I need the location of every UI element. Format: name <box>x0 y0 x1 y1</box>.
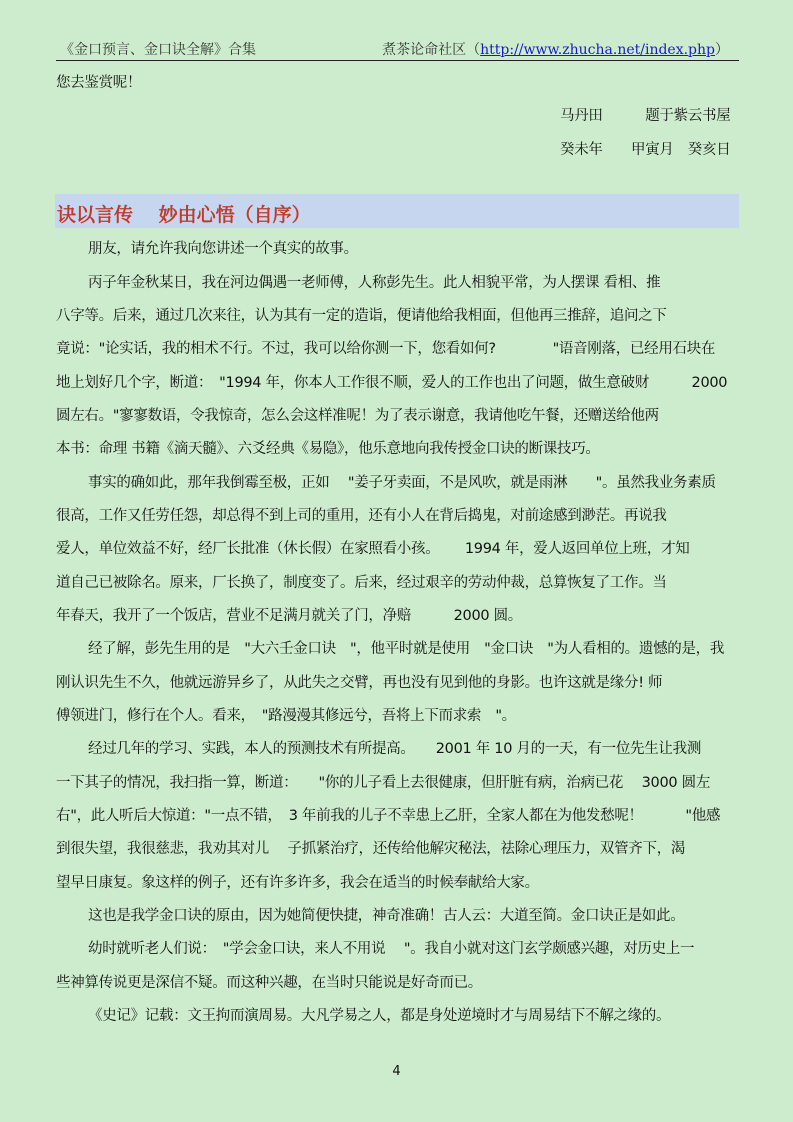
body-line: 丙子年金秋某日，我在河边偶遇一老师傅，人称彭先生。此人相貌平常，为人摆课 看相、推 <box>88 275 661 291</box>
signature-date-line: 癸未年 甲寅月 癸亥日 <box>560 142 731 158</box>
section-title: 诀以言传 妙由心悟（自序） <box>57 204 311 226</box>
body-line: 望早日康复。象这样的例子，还有许多许多，我会在适当的时候奉献给大家。 <box>56 875 539 891</box>
body-line: 经过几年的学习、实践，本人的预测技术有所提高。 2001 年 10 月的一天，有一位先生让我测 <box>88 741 702 757</box>
body-line: 年春天，我开了一个饭店，营业不足满月就关了门，净赔 2000 圆。 <box>56 608 523 624</box>
body-line: 八字等。后来，通过几次来往，认为其有一定的造诣，便请他给我相面，但他再三推辞，追问之下 <box>56 308 667 324</box>
body-line: 些神算传说更是深信不疑。而这种兴趣，在当时只能说是好奇而已。 <box>56 975 482 991</box>
body-line: 《史记》记载：文王拘而演周易。大凡学易之人，都是身处逆境时才与周易结下不解之缘的。 <box>88 1008 671 1024</box>
body-line: 到很失望，我很慈悲，我劝其对儿 子抓紧治疗，还传给他解灾秘法，祛除心理压力，双管齐下，渴 <box>56 841 686 857</box>
signature-name-line: 马丹田 题于紫云书屋 <box>560 108 731 124</box>
section-heading <box>55 194 739 228</box>
header-title: 《金口预言、金口诀全解》合集 <box>60 42 256 58</box>
header-link[interactable]: http://www.zhucha.net/index.php <box>480 42 715 58</box>
body-line: 竟说："论实话，我的相术不行。不过，我可以给你测一下，您看如何? "语音刚落，已经用石块在 <box>56 341 716 357</box>
body-line: 圆左右。"寥寥数语，令我惊奇，怎么会这样准呢！为了表示谢意，我请他吃午餐，还赠送给他两 <box>56 408 659 424</box>
page-number: 4 <box>392 1064 401 1079</box>
intro-line: 您去鉴赏呢！ <box>56 75 142 91</box>
body-line: 傅领进门，修行在个人。看来， "路漫漫其修远兮，吾将上下而求索 "。 <box>56 708 516 724</box>
body-line: 本书：命理 书籍《滴天髓》、六爻经典《易隐》，他乐意地向我传授金口诀的断课技巧。 <box>56 441 600 457</box>
body-line: 爱人，单位效益不好，经厂长批准（休长假）在家照看小孩。 1994 年，爱人返回单位上班，才知 <box>56 541 690 557</box>
header-source <box>382 39 729 59</box>
header-source-suffix: ） <box>715 42 729 58</box>
body-line: 刚认识先生不久，他就远游异乡了，从此失之交臂，再也没有见到他的身影。也许这就是缘分! 师 <box>56 675 663 691</box>
body-line: 一下其子的情况，我扫指一算，断道： "你的儿子看上去很健康，但肝脏有病，治病已花 3000 圆左 <box>56 775 711 791</box>
body-line: 幼时就听老人们说： "学会金口诀，来人不用说 "。我自小就对这门玄学颇感兴趣，对历史上一 <box>88 941 695 957</box>
body-line: 地上划好几个字，断道： "1994 年，你本人工作很不顺，爱人的工作也出了问题，做生意破财 2000 <box>56 375 728 391</box>
header-source-prefix: 煮茶论命社区（ <box>382 42 481 58</box>
page-header <box>56 38 739 61</box>
body-line: 道自己已被除名。原来，厂长换了，制度变了。后来，经过艰辛的劳动仲裁，总算恢复了工作。当 <box>56 575 667 591</box>
body-line: 这也是我学金口诀的原由，因为她简便快捷，神奇准确！古人云：大道至简。金口诀正是如此。 <box>88 908 685 924</box>
body-line: 朋友，请允许我向您讲述一个真实的故事。 <box>88 241 358 257</box>
body-line: 事实的确如此，那年我倒霉至极，正如 "姜子牙卖面，不是风吹，就是雨淋 "。虽然我业务素质 <box>88 475 716 491</box>
body-line: 右"，此人听后大惊道："一点不错， 3 年前我的儿子不幸患上乙肝，全家人都在为他发愁呢！ "他感 <box>56 808 721 824</box>
body-line: 很高，工作又任劳任怨，却总得不到上司的重用，还有小人在背后捣鬼，对前途感到渺茫。再说我 <box>56 508 667 524</box>
body-line: 经了解，彭先生用的是 "大六壬金口诀 "，他平时就是使用 "金口诀 "为人看相的。遗憾的是，我 <box>88 641 725 657</box>
